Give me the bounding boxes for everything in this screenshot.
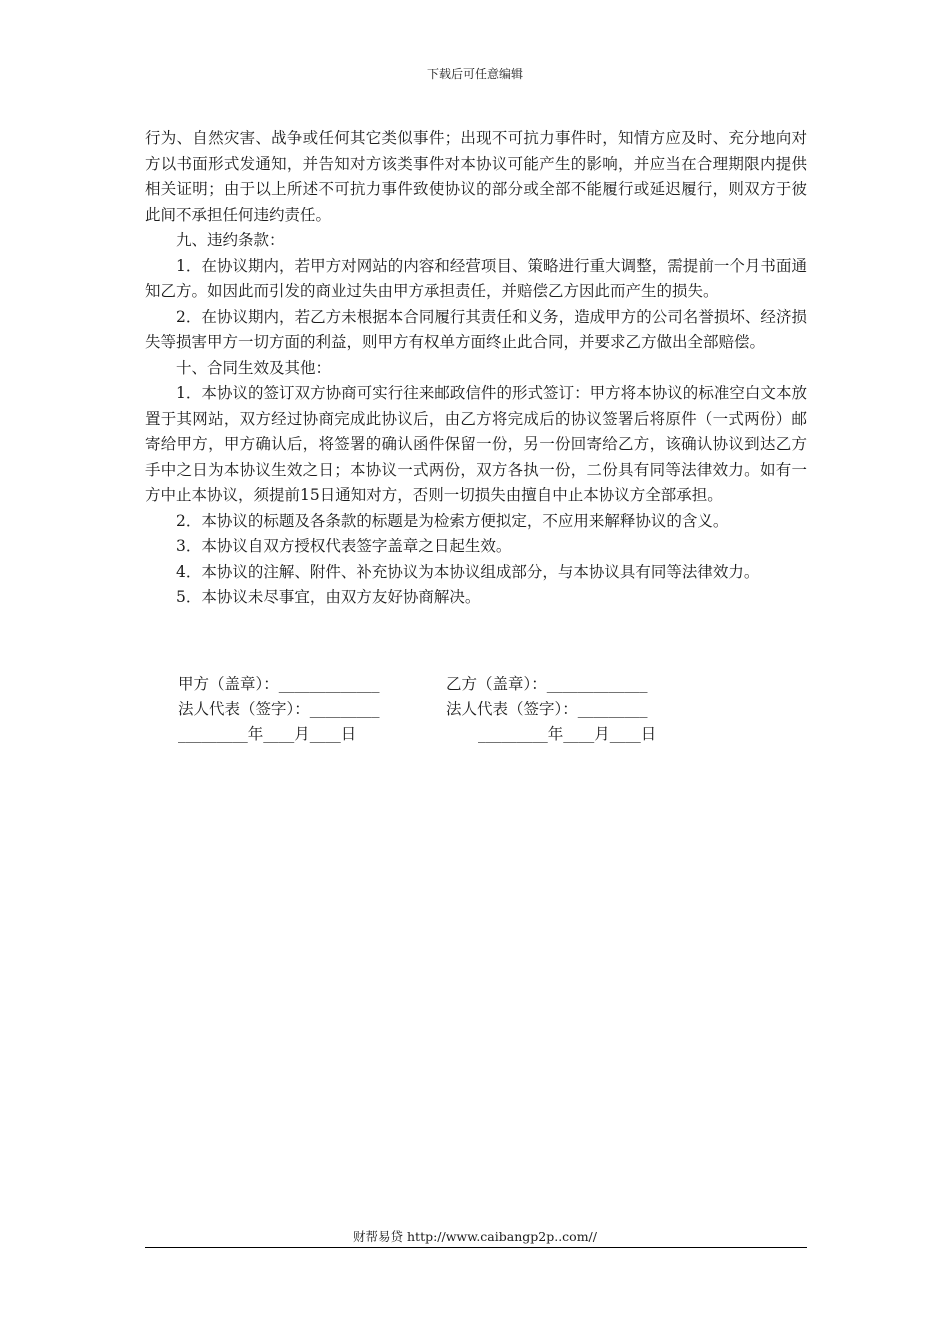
paragraph-effect-4: 4．本协议的注解、附件、补充协议为本协议组成部分，与本协议具有同等法律效力。 — [176, 562, 760, 581]
signature-rep-row — [178, 697, 778, 722]
signature-date-row — [178, 722, 778, 747]
party-a-seal-line: 甲方（盖章）：_____________ — [178, 675, 380, 693]
section-heading-effect: 十、合同生效及其他： — [176, 358, 332, 377]
document-body — [145, 126, 807, 611]
footer-divider — [145, 1247, 807, 1248]
paragraph-force-majeure: 行为、自然灾害、战争或任何其它类似事件；出现不可抗力事件时，知情方应及时、充分地向对方以书面形式发通知，并告知对方该类事件对本协议可能产生的影响，并应当在合理期限内提供相关证明；由于以上所述不可抗力事件致使协议的部分或全部不能履行或延迟履行，则双方于彼此间不承担任何违约责任。 — [145, 129, 807, 224]
paragraph-effect-2: 2．本协议的标题及各条款的标题是为检索方便拟定，不应用来解释协议的含义。 — [176, 511, 729, 530]
signature-block — [178, 672, 778, 747]
paragraph-effect-5: 5．本协议未尽事宜，由双方友好协商解决。 — [176, 588, 481, 606]
party-a-rep-line: 法人代表（签字）：_________ — [178, 700, 380, 718]
page-header: 下载后可任意编辑 — [426, 67, 523, 81]
section-heading-breach: 九、违约条款： — [176, 231, 285, 249]
paragraph-effect-3: 3．本协议自双方授权代表签字盖章之日起生效。 — [176, 537, 512, 555]
party-b-rep-line: 法人代表（签字）：_________ — [446, 700, 648, 718]
party-b-seal-line: 乙方（盖章）：_____________ — [446, 675, 648, 693]
party-a-date-line: _________年____月____日 — [178, 725, 357, 743]
signature-seal-row — [178, 672, 778, 697]
page-footer: 财帮易贷 http://www.caibangp2p..com// — [353, 1229, 597, 1244]
paragraph-breach-1: 1．在协议期内，若甲方对网站的内容和经营项目、策略进行重大调整，需提前一个月书面通知乙方。如因此而引发的商业过失由甲方承担责任，并赔偿乙方因此而产生的损失。 — [145, 256, 807, 300]
paragraph-effect-1: 1．本协议的签订双方协商可实行往来邮政信件的形式签订：甲方将本协议的标准空白文本放置于其网站，双方经过协商完成此协议后，由乙方将完成后的协议签署后将原件（一式两份）邮寄给甲方，甲方确认后，将签署的确认函件保留一份，另一份回寄给乙方，该确认协议到达乙方手中之日为本协议生效之日；本协议一式两份，双方各执一份，二份具有同等法律效力。如有一方中止本协议，须提前15日通知对方，否则一切损失由擅自中止本协议方全部承担。 — [145, 384, 807, 504]
paragraph-breach-2: 2．在协议期内，若乙方未根据本合同履行其责任和义务，造成甲方的公司名誉损坏、经济损失等损害甲方一切方面的利益，则甲方有权单方面终止此合同，并要求乙方做出全部赔偿。 — [145, 307, 807, 351]
party-b-date-line: _________年____月____日 — [478, 725, 657, 743]
